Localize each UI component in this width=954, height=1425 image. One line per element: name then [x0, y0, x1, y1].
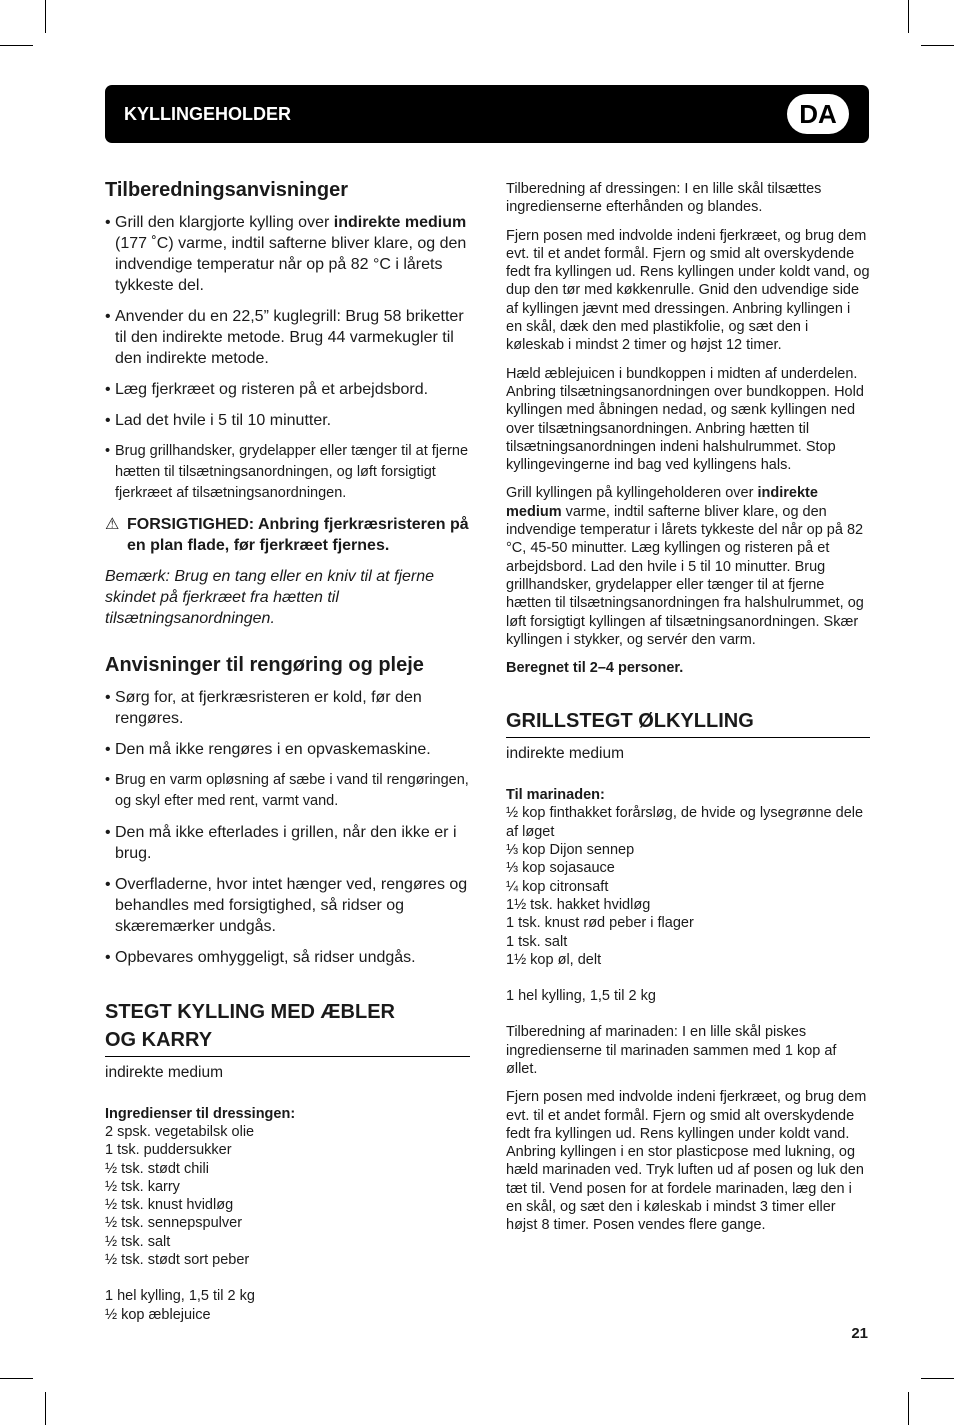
bullet-icon: • [105, 772, 111, 788]
right-column [506, 180, 870, 1245]
recipe-title: GRILLSTEGT ØLKYLLING [506, 710, 754, 733]
step-paragraph: Fjern posen med indvolde indeni fjerkræet, og brug dem evt. til et andet formål. Fjern og smid alt overskydende fedt fra kyllingen ud. Rens kyllingen under koldt vand. Anbring kyllingen i en stor plasticpose med lukning, og hæld marinaden ved. Tryk luften ud af posen og luk den tæt til. Vend posen for at fordele marinaden, læg den i en skål, og sæt den i køleskab i mindst 3 timer eller højst 8 timer. Posen vendes flere gange. [506, 1089, 867, 1234]
ingredient-item: ½ tsk. knust hvidløg [105, 1197, 234, 1214]
bold-text: Beregnet til 2–4 personer. [506, 660, 684, 677]
marinade-label: Til marinaden: [506, 787, 605, 804]
bullet-icon: • [105, 443, 111, 459]
care-list [105, 687, 470, 968]
step-paragraph [506, 227, 870, 355]
crop-mark [908, 1392, 909, 1425]
crop-mark [45, 1392, 46, 1425]
bullet-item [105, 947, 470, 968]
text: Den må ikke rengøres i en opvaskemaskine. [115, 741, 431, 758]
ingredient-item: ½ tsk. stødt chili [105, 1160, 209, 1177]
ingredient-item: ½ kop finthakket forårsløg, de hvide og lysegrønne dele af løget [506, 805, 864, 840]
crop-mark [921, 45, 954, 46]
recipe-title [105, 998, 470, 1054]
language-badge: DA [787, 94, 849, 134]
preparation-list [105, 212, 470, 504]
recipe-steps [506, 180, 870, 677]
ingredient-item: 1 tsk. puddersukker [105, 1142, 232, 1159]
crop-mark [0, 45, 33, 46]
bullet-item [105, 874, 470, 937]
bullet-icon: • [105, 876, 111, 893]
ingredients-label: Ingredienser til dressingen: [105, 1106, 296, 1122]
ingredient-item: ⅓ kop sojasauce [506, 860, 615, 877]
crop-mark [921, 1378, 954, 1379]
step-paragraph: Tilberedning af marinaden: I en lille skål piskes ingredienserne til marinaden sammen med 1 kop af øllet. [506, 1024, 837, 1077]
text: Læg fjerkræet og risteren på et arbejdsbord. [115, 381, 429, 398]
bullet-item [105, 441, 470, 504]
bullet-icon: • [105, 741, 111, 758]
cooking-method: indirekte medium [105, 1064, 224, 1081]
bullet-item [105, 212, 470, 296]
ingredient-item: ½ tsk. salt [105, 1233, 171, 1250]
bullet-item [105, 739, 470, 760]
text: Grill den klargjorte kylling over [115, 214, 334, 231]
text: Hæld æblejuicen i bundkoppen i midten af underdelen. Anbring tilsætningsanordningen over bundkoppen. Hold kyllingen med åbningen nedad, og sænk kyllingen ned over tilsætningsanordningen. Anbring hætten til tilsætningsanordningen indeni halshulrummet. Stop kyllingevingerne ind bag ved kyllingens hals. [506, 365, 864, 474]
step-paragraph [506, 180, 870, 217]
bullet-item [105, 770, 470, 812]
recipe-title-line: OG KARRY [105, 1029, 213, 1051]
bullet-item [105, 410, 470, 431]
remark-note: Bemærk: Brug en tang eller en kniv til at fjerne skindet på fjerkræet fra hætten til tilsætningsanordningen. [105, 568, 435, 627]
crop-mark [45, 0, 46, 33]
cooking-method: indirekte medium [506, 745, 625, 763]
section-title: Anvisninger til rengøring og pleje [105, 654, 424, 676]
ingredient-item: 1 tsk. salt [506, 933, 568, 950]
section-title: Tilberedningsanvisninger [105, 179, 349, 201]
title-rule [506, 737, 870, 738]
text: Tilberedning af dressingen: I en lille skål tilsættes ingredienserne efterhånden og blandes. [506, 181, 822, 216]
text: Anvender du en 22,5” kuglegrill: Brug 58 briketter til den indirekte metode. Brug 44 varmekugler til den indirekte metode. [115, 308, 464, 367]
bullet-icon: • [105, 214, 111, 231]
bullet-icon: • [105, 689, 111, 706]
dressing-ingredients [105, 1123, 470, 1269]
bold-text: indirekte medium [506, 485, 818, 520]
ingredient-item: 1 hel kylling, 1,5 til 2 kg [105, 1288, 255, 1305]
text: varme, indtil safterne bliver klare, og den indvendige temperatur i lårets tykkeste del når op på 82 °C, 45-50 minutter. Læg kyllingen og risteren på et arbejdsbord. Lad den hvile i 5 til 10 minutter. Brug grillhandsker, grydelapper eller tænger til at fjerne hætten til tilsætningsanordningen fra halshulrummet, og løft forsigtigt kyllingen af tilsætningsanordningen. Skær kyllingen i stykker, og servér den varm. [506, 503, 864, 648]
text: Den må ikke efterlades i grillen, når den ikke er i brug. [115, 824, 457, 862]
bullet-icon: • [105, 381, 111, 398]
step-paragraph [506, 484, 870, 649]
text: Brug grillhandsker, grydelapper eller tænger til at fjerne hætten til tilsætningsanordningen, og løft forsigtigt fjerkræet af tilsætningsanordningen. [115, 443, 469, 501]
text: Brug en varm opløsning af sæbe i vand til rengøringen, og skyl efter med rent, varmt vand. [115, 772, 469, 809]
extra-ingredients [506, 987, 870, 1005]
bullet-icon: • [105, 308, 111, 325]
text: Grill kyllingen på kyllingeholderen over [506, 485, 758, 502]
crop-mark [908, 0, 909, 33]
text: (177 ˚C) varme, indtil safterne bliver klare, og den indvendige temperatur når op på 82 °C i lårets tykkeste del. [115, 235, 467, 294]
step-paragraph [506, 659, 870, 677]
bullet-icon: • [105, 412, 111, 429]
bullet-item [105, 822, 470, 864]
ingredient-item: 2 spsk. vegetabilsk olie [105, 1124, 255, 1140]
text: Sørg for, at fjerkræsristeren er kold, før den rengøres. [115, 689, 422, 727]
step-paragraph [506, 365, 870, 475]
text: Lad det hvile i 5 til 10 minutter. [115, 412, 332, 429]
left-column [105, 178, 470, 1324]
ingredient-item: 1½ kop øl, delt [506, 951, 602, 968]
crop-mark [0, 1378, 33, 1379]
ingredient-item: ¼ kop citronsaft [506, 878, 609, 895]
page-number: 21 [851, 1325, 868, 1342]
warning-icon: ⚠ [105, 516, 120, 533]
text: Opbevares omhyggeligt, så ridser undgås. [115, 949, 416, 966]
bullet-icon: • [105, 949, 111, 966]
ingredient-item: 1½ tsk. hakket hvidløg [506, 896, 651, 913]
recipe-steps [506, 1023, 870, 1234]
text: Overfladerne, hvor intet hænger ved, rengøres og behandles med forsigtighed, så ridser og skæremærker undgås. [115, 876, 468, 935]
extra-ingredients [105, 1287, 470, 1324]
ingredient-item: ½ kop æblejuice [105, 1306, 211, 1323]
caution-text: FORSIGTIGHED: Anbring fjerkræsristeren på en plan flade, før fjerkræet fjernes. [127, 516, 469, 554]
recipe-title-line: STEGT KYLLING MED ÆBLER [105, 1001, 395, 1023]
ingredient-item: ½ tsk. stødt sort peber [105, 1252, 250, 1269]
header-bar [105, 85, 869, 143]
bullet-item [105, 306, 470, 369]
title-rule [105, 1056, 470, 1057]
header-title: KYLLINGEHOLDER [124, 104, 292, 124]
ingredient-item: ½ tsk. sennepspulver [105, 1215, 243, 1232]
bullet-item [105, 379, 470, 400]
bullet-item [105, 687, 470, 729]
ingredient-item: ½ tsk. karry [105, 1178, 180, 1195]
ingredient-item: 1 tsk. knust rød peber i flager [506, 915, 694, 932]
text: Fjern posen med indvolde indeni fjerkræet, og brug dem evt. til et andet formål. Fjern og smid alt overskydende fedt fra kyllingen ud. Rens kyllingen under koldt vand, og dup den tør med køkkenrulle. Gnid den udvendige side af kyllingen jævnt med dressingen. Anbring kyllingen i en skål, dæk den med plastikfolie, og sæt den i køleskab i mindst 2 timer og højst 12 timer. [506, 227, 870, 354]
caution-note [105, 514, 470, 556]
marinade-ingredients [506, 804, 870, 969]
bold-text: indirekte medium [333, 214, 467, 231]
ingredient-item: ⅓ kop Dijon sennep [506, 842, 635, 859]
bullet-icon: • [105, 824, 111, 841]
ingredient-item: 1 hel kylling, 1,5 til 2 kg [506, 988, 656, 1005]
